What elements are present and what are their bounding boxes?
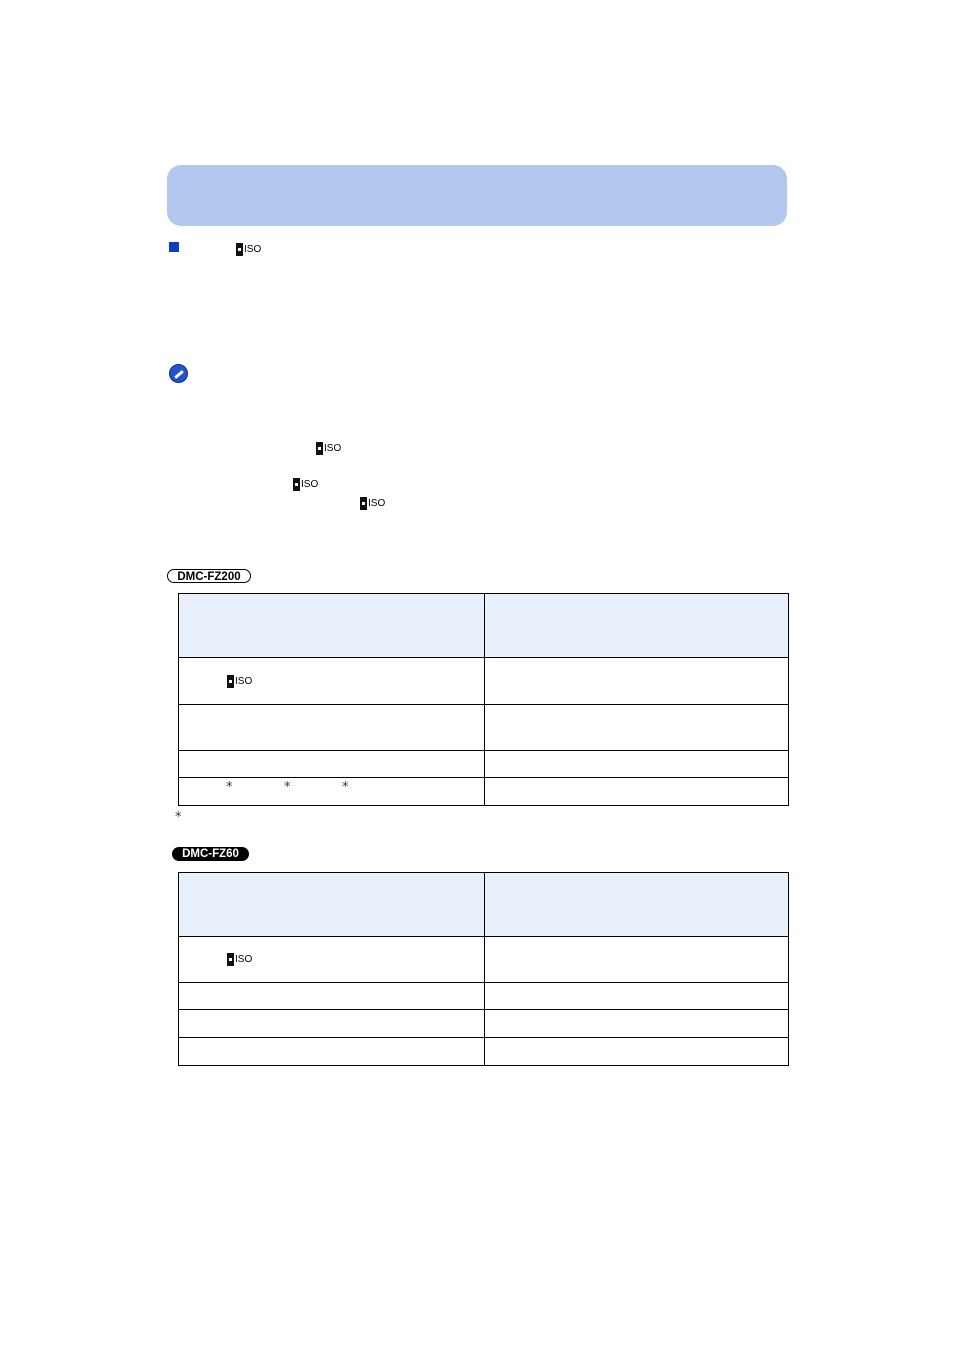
table-header-row — [179, 873, 789, 937]
table-row — [179, 983, 789, 1010]
table-row — [179, 705, 789, 751]
table-row — [179, 1038, 789, 1066]
table-cell — [179, 983, 485, 1010]
table-header-cell — [485, 873, 789, 937]
asterisk-mark: * — [284, 780, 291, 795]
table-cell — [485, 658, 789, 705]
table-cell — [485, 778, 789, 806]
intelligent-iso-icon: ISO — [360, 497, 385, 510]
spec-table-fz60 — [178, 872, 789, 1066]
table-cell — [179, 1038, 485, 1066]
table-row — [179, 1010, 789, 1038]
table-cell — [485, 937, 789, 983]
table-cell — [179, 658, 485, 705]
intelligent-iso-icon: ISO — [293, 478, 318, 491]
table-cell — [485, 1038, 789, 1066]
table-cell — [179, 778, 485, 806]
intelligent-iso-icon: ISO — [227, 953, 252, 966]
footnote-asterisk: * — [175, 810, 182, 825]
asterisk-mark: * — [342, 780, 349, 795]
table-header-cell — [485, 594, 789, 658]
table-cell — [179, 705, 485, 751]
intelligent-iso-icon: ISO — [316, 442, 341, 455]
table-header-cell — [179, 594, 485, 658]
table-cell — [179, 937, 485, 983]
model-badge-dmc-fz60: DMC-FZ60 — [172, 847, 249, 861]
table-cell — [179, 1010, 485, 1038]
model-badge-dmc-fz200: DMC-FZ200 — [167, 569, 251, 583]
table-cell — [179, 751, 485, 778]
table-row — [179, 937, 789, 983]
section-bullet-square — [169, 242, 179, 252]
intelligent-iso-icon: ISO — [227, 675, 252, 688]
table-row — [179, 778, 789, 806]
table-row — [179, 751, 789, 778]
intelligent-iso-icon: ISO — [236, 243, 261, 256]
table-cell — [485, 1010, 789, 1038]
table-header-row — [179, 594, 789, 658]
table-header-cell — [179, 873, 485, 937]
spec-table-fz200 — [178, 593, 789, 806]
table-cell — [485, 705, 789, 751]
section-header-band — [167, 165, 787, 226]
asterisk-mark: * — [226, 780, 233, 795]
pencil-note-icon — [169, 364, 188, 383]
table-row — [179, 658, 789, 705]
table-cell — [485, 751, 789, 778]
table-cell — [485, 983, 789, 1010]
